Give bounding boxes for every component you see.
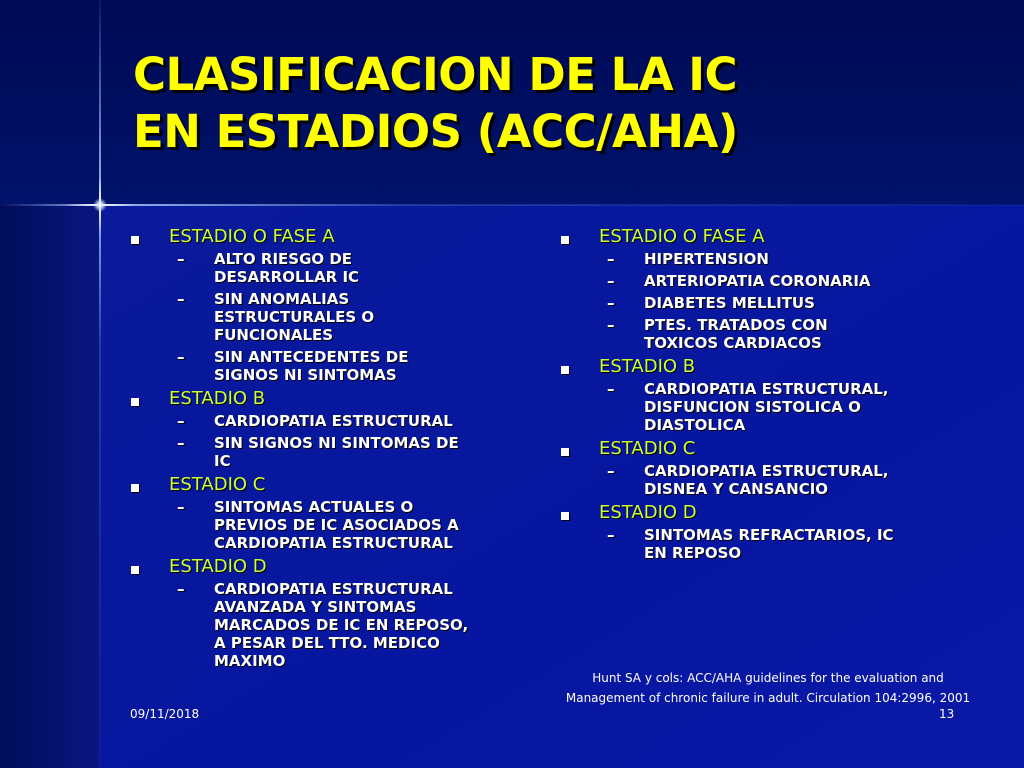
stage-item-text: CARDIOPATIA ESTRUCTURAL xyxy=(214,412,453,430)
left-margin-background xyxy=(0,205,100,768)
stage-block xyxy=(558,502,978,562)
square-bullet-icon xyxy=(131,236,139,244)
dash-bullet-icon: – xyxy=(607,272,615,290)
stage-item-text: DIABETES MELLITUS xyxy=(644,294,815,312)
stage-item-text: HIPERTENSION xyxy=(644,250,769,268)
citation xyxy=(548,668,988,708)
vertical-divider xyxy=(99,0,101,768)
slide-title-line-1: CLASIFICACION DE LA IC xyxy=(133,48,738,101)
square-bullet-icon xyxy=(561,448,569,456)
dash-bullet-icon: – xyxy=(177,348,185,366)
stage-item-text: SIN ANOMALIAS ESTRUCTURALES O FUNCIONALES xyxy=(214,290,375,344)
dash-bullet-icon: – xyxy=(607,316,615,334)
dash-bullet-icon: – xyxy=(177,580,185,598)
stage-item-text: SIN SIGNOS NI SINTOMAS DE IC xyxy=(214,434,459,470)
stage-items xyxy=(169,412,528,470)
left-column xyxy=(128,226,528,674)
stage-item xyxy=(169,250,528,286)
stage-item-text: SINTOMAS REFRACTARIOS, IC EN REPOSO xyxy=(644,526,894,562)
stage-item-text: CARDIOPATIA ESTRUCTURAL, DISNEA Y CANSANCIO xyxy=(644,462,889,498)
square-bullet-icon xyxy=(561,366,569,374)
square-bullet-icon xyxy=(131,398,139,406)
dash-bullet-icon: – xyxy=(177,498,185,516)
stage-item-text: CARDIOPATIA ESTRUCTURAL AVANZADA Y SINTOMAS MARCADOS DE IC EN REPOSO, A PESAR DEL TTO. MEDICO MAXIMO xyxy=(214,580,469,670)
stage-item xyxy=(599,462,978,498)
sparkle-star-icon xyxy=(93,198,107,212)
stage-label: ESTADIO C xyxy=(169,474,266,495)
stage-item xyxy=(599,294,978,312)
stage-item xyxy=(169,290,528,344)
stage-item-text: ALTO RIESGO DE DESARROLLAR IC xyxy=(214,250,360,286)
stage-label: ESTADIO D xyxy=(169,556,267,577)
dash-bullet-icon: – xyxy=(177,290,185,308)
stage-items xyxy=(169,250,528,384)
stage-item-text: PTES. TRATADOS CON TOXICOS CARDIACOS xyxy=(644,316,828,352)
stage-item xyxy=(599,316,978,352)
square-bullet-icon xyxy=(131,566,139,574)
citation-line-1: Hunt SA y cols: ACC/AHA guidelines for the evaluation and xyxy=(592,671,944,685)
stage-block xyxy=(128,474,528,552)
dash-bullet-icon: – xyxy=(177,250,185,268)
stage-items xyxy=(599,462,978,498)
right-column xyxy=(558,226,978,566)
stage-label: ESTADIO B xyxy=(169,388,266,409)
dash-bullet-icon: – xyxy=(607,294,615,312)
slide-title-line-2: EN ESTADIOS (ACC/AHA) xyxy=(133,105,738,158)
stage-item xyxy=(169,434,528,470)
stage-block xyxy=(558,226,978,352)
citation-line-2: Management of chronic failure in adult. Circulation 104:2996, 2001 xyxy=(565,691,971,705)
stage-item xyxy=(599,250,978,268)
square-bullet-icon xyxy=(131,484,139,492)
stage-block xyxy=(128,226,528,384)
stage-item-text: SINTOMAS ACTUALES O PREVIOS DE IC ASOCIADOS A CARDIOPATIA ESTRUCTURAL xyxy=(214,498,459,552)
stage-item xyxy=(169,498,528,552)
stage-label: ESTADIO O FASE A xyxy=(599,226,765,247)
stage-item xyxy=(599,526,978,562)
stage-item xyxy=(599,380,978,434)
dash-bullet-icon: – xyxy=(607,462,615,480)
stage-items xyxy=(169,580,528,670)
stage-block xyxy=(558,356,978,434)
stage-item xyxy=(169,412,528,430)
footer-date: 09/11/2018 xyxy=(130,707,200,721)
stage-label: ESTADIO B xyxy=(599,356,696,377)
stage-items xyxy=(169,498,528,552)
stage-items xyxy=(599,250,978,352)
stage-items xyxy=(599,526,978,562)
square-bullet-icon xyxy=(561,236,569,244)
dash-bullet-icon: – xyxy=(177,412,185,430)
stage-block xyxy=(558,438,978,498)
dash-bullet-icon: – xyxy=(607,380,615,398)
slide-number: 13 xyxy=(939,707,955,721)
stage-item-text: SIN ANTECEDENTES DE SIGNOS NI SINTOMAS xyxy=(214,348,409,384)
stage-block xyxy=(128,556,528,670)
stage-label: ESTADIO O FASE A xyxy=(169,226,335,247)
stage-item xyxy=(169,580,528,670)
stage-items xyxy=(599,380,978,434)
stage-label: ESTADIO D xyxy=(599,502,697,523)
stage-item-text: CARDIOPATIA ESTRUCTURAL, DISFUNCION SISTOLICA O DIASTOLICA xyxy=(644,380,889,434)
stage-label: ESTADIO C xyxy=(599,438,696,459)
stage-item xyxy=(169,348,528,384)
dash-bullet-icon: – xyxy=(177,434,185,452)
dash-bullet-icon: – xyxy=(607,250,615,268)
square-bullet-icon xyxy=(561,512,569,520)
dash-bullet-icon: – xyxy=(607,526,615,544)
stage-item xyxy=(599,272,978,290)
horizontal-divider xyxy=(0,204,1024,206)
slide-title xyxy=(133,46,993,160)
stage-item-text: ARTERIOPATIA CORONARIA xyxy=(644,272,871,290)
stage-block xyxy=(128,388,528,470)
